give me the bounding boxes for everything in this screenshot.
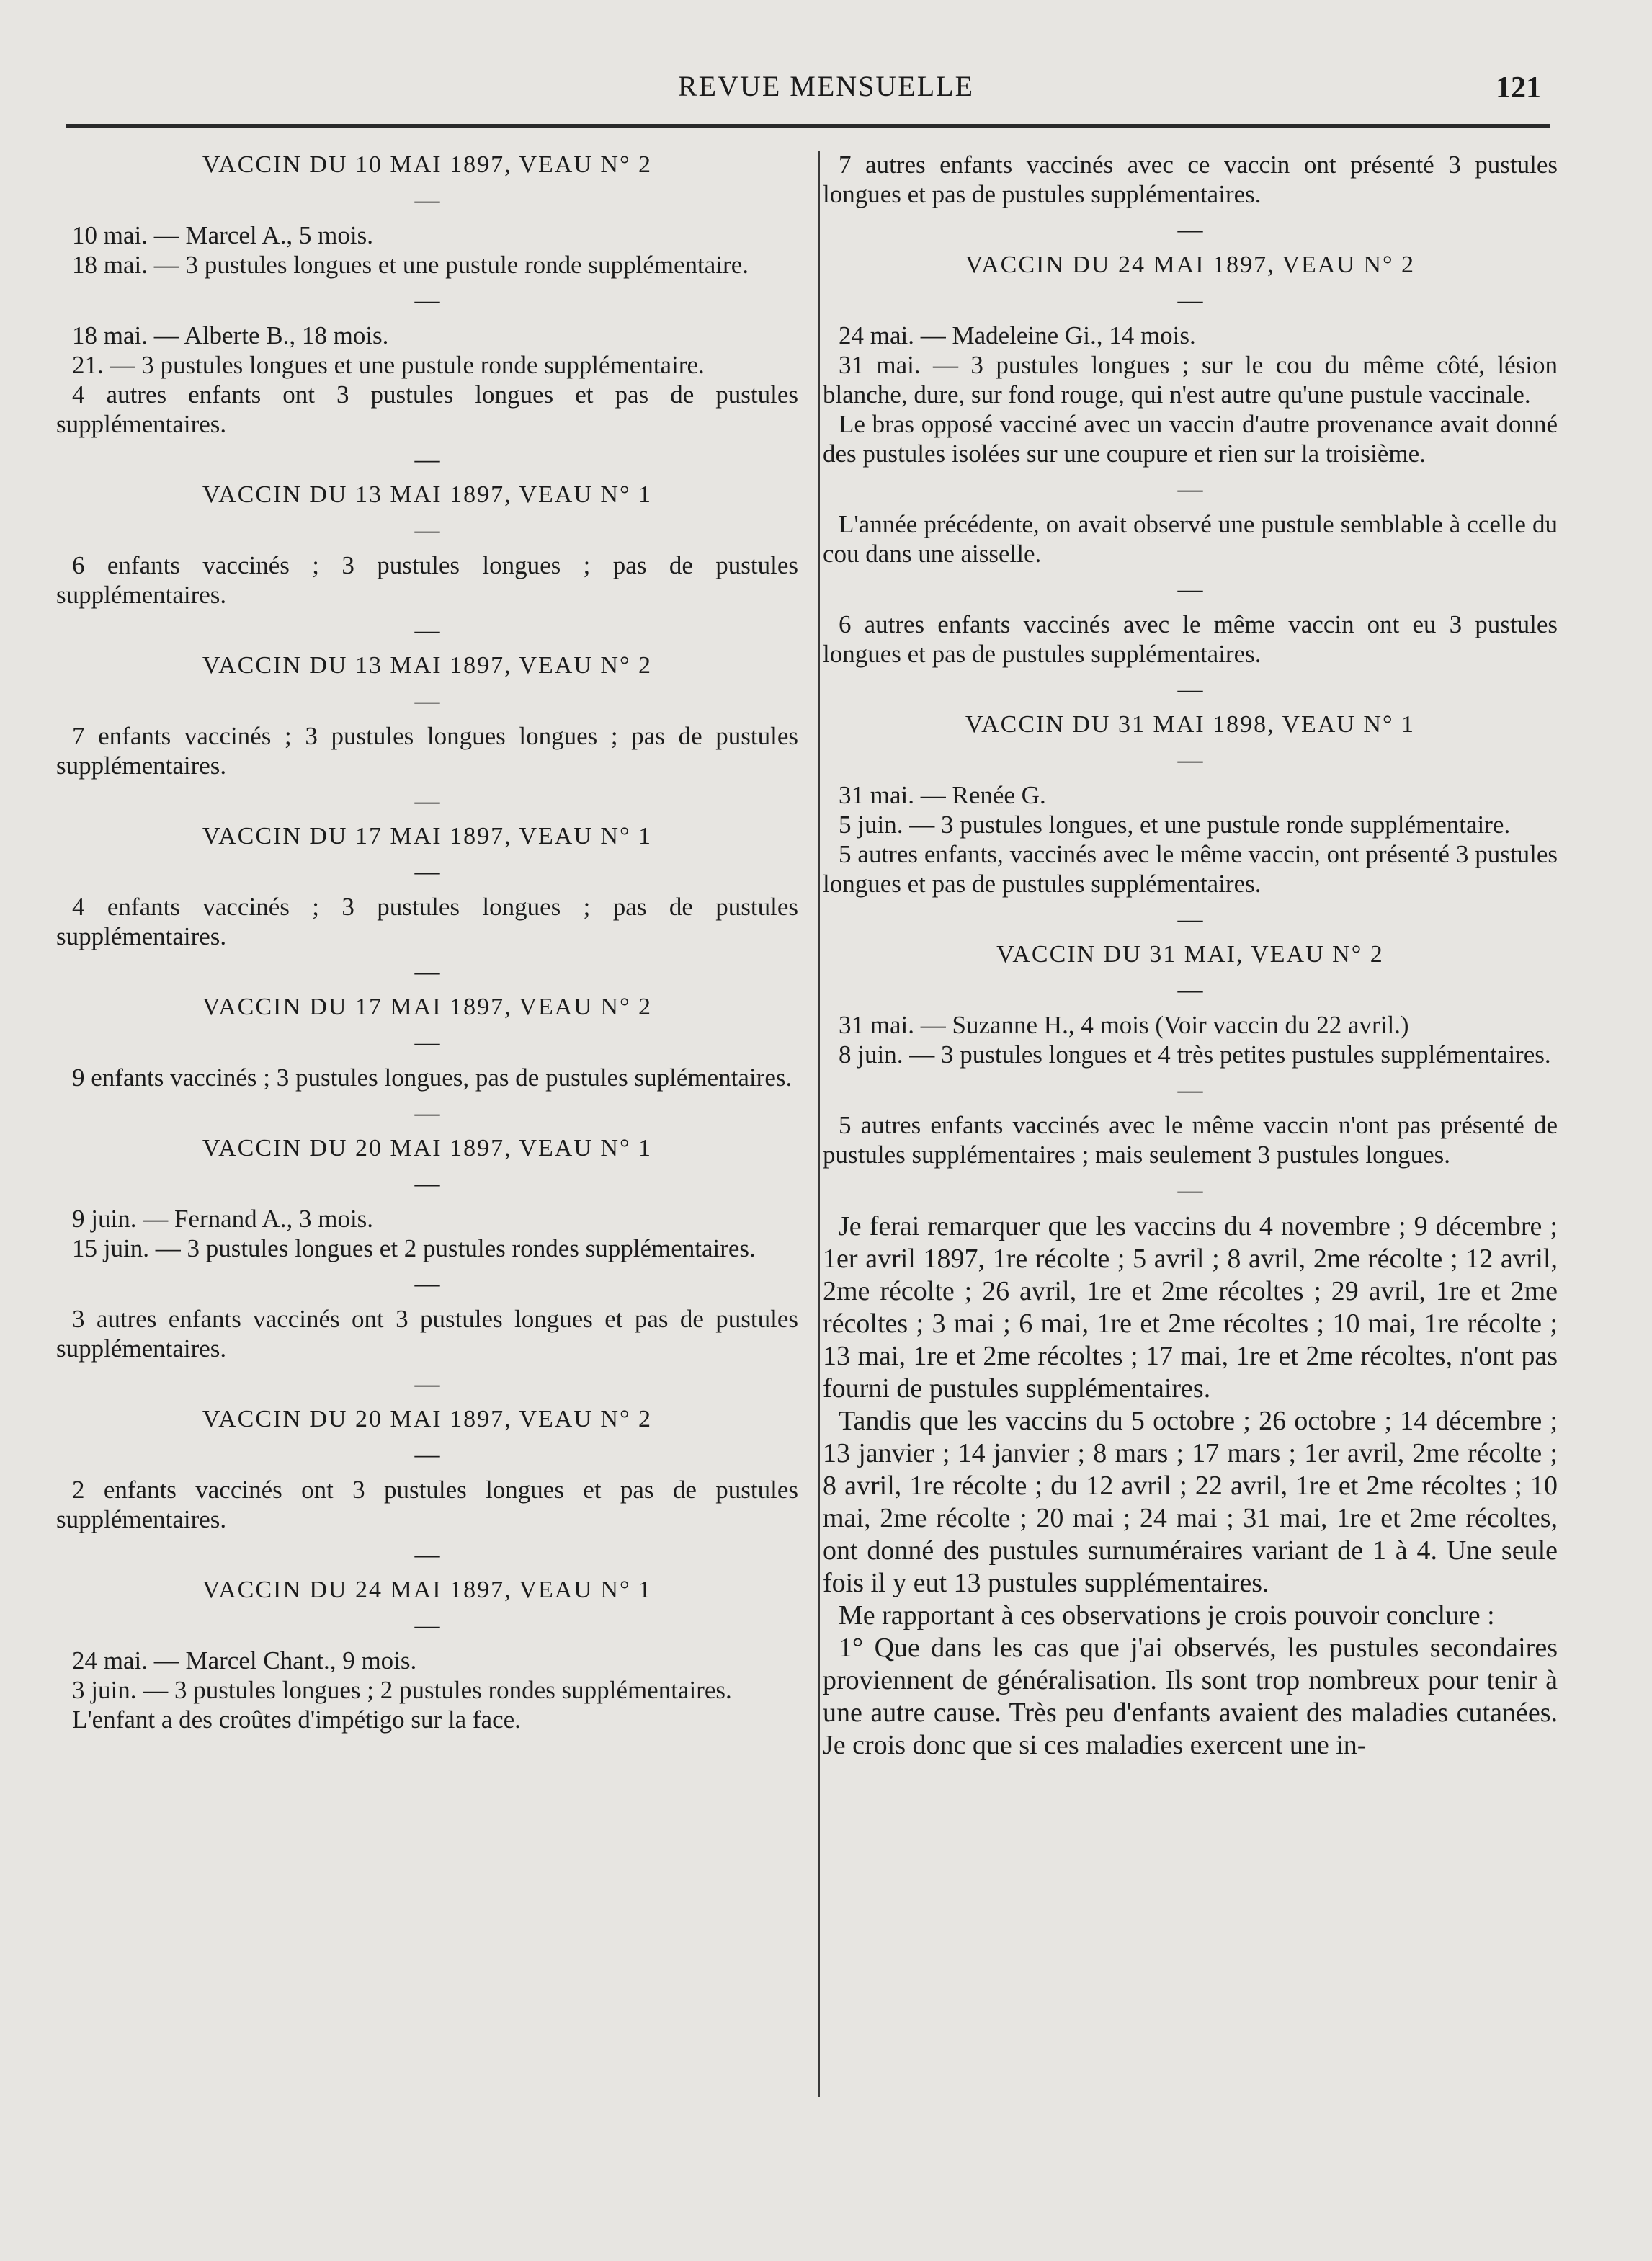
separator-dash: — bbox=[414, 1440, 440, 1468]
left-column bbox=[56, 150, 798, 1734]
separator-dash: — bbox=[414, 1540, 440, 1569]
paragraph: 5 autres enfants, vaccinés avec le même vaccin, ont présenté 3 pustules longues et pas de pustules supplémentaires. bbox=[823, 840, 1558, 898]
separator-dash: — bbox=[414, 1099, 440, 1127]
section-heading: VACCIN DU 24 MAI 1897, VEAU N° 2 bbox=[965, 251, 1416, 278]
paragraph: 18 mai. — 3 pustules longues et une pustule ronde supplémentaire. bbox=[72, 251, 749, 279]
paragraph: 6 autres enfants vaccinés avec le même vaccin ont eu 3 pustules longues et pas de pustules supplémentaires. bbox=[823, 610, 1558, 668]
separator-dash: — bbox=[1177, 1176, 1203, 1204]
right-column bbox=[823, 150, 1558, 1762]
section-heading: VACCIN DU 31 MAI 1898, VEAU N° 1 bbox=[965, 711, 1416, 738]
column-divider bbox=[818, 151, 820, 2097]
separator-dash: — bbox=[1177, 286, 1203, 314]
page-number: 121 bbox=[1496, 71, 1541, 104]
paragraph: 31 mai. — Renée G. bbox=[839, 781, 1046, 809]
paragraph: Je ferai remarquer que les vaccins du 4 novembre ; 9 décembre ; 1er avril 1897, 1re récolte ; 5 avril ; 8 avril, 2me récolte ; 12 avril, 2me récolte ; 26 avril, 1re et 2me récoltes ; 29 avril, 1re et 2me récoltes ; 3 mai ; 6 mai, 1re et 2me récoltes ; 10 mai, 1re récolte ; 13 mai, 1re et 2me récoltes ; 17 mai, 1re et 2me récoltes, n'ont pas fourni de pustules supplémentaires. bbox=[823, 1211, 1558, 1404]
running-header: REVUE MENSUELLE bbox=[677, 70, 975, 102]
paragraph: Tandis que les vaccins du 5 octobre ; 26 octobre ; 14 décembre ; 13 janvier ; 14 janvier ; 8 mars ; 17 mars ; 1er avril, 2me récolte ; 8 avril, 1re récolte ; du 12 avril ; 22 avril, 1re et 2me récoltes ; 10 mai, 2me récolte ; 20 mai ; 24 mai ; 31 mai, 1re et 2me récoltes, ont donné des pustules surnuméraires variant de 1 à 4. Une seule fois il y eut 13 pustules supplémentaires. bbox=[823, 1406, 1558, 1598]
paragraph: 1° Que dans les cas que j'ai observés, les pustules secondaires proviennent de généralisation. Ils sont trop nombreux pour tenir à une autre cause. Très peu d'enfants avaient des maladies cutanées. Je crois donc que si ces maladies exercent une in- bbox=[823, 1633, 1558, 1760]
paragraph: 4 autres enfants ont 3 pustules longues et pas de pustules supplémentaires. bbox=[56, 380, 798, 438]
separator-dash: — bbox=[1177, 746, 1203, 774]
paragraph: 9 juin. — Fernand A., 3 mois. bbox=[72, 1205, 374, 1233]
section-heading: VACCIN DU 24 MAI 1897, VEAU N° 1 bbox=[202, 1577, 653, 1603]
paragraph: 3 autres enfants vaccinés ont 3 pustules longues et pas de pustules supplémentaires. bbox=[56, 1305, 798, 1363]
paragraph: 3 juin. — 3 pustules longues ; 2 pustules rondes supplémentaires. bbox=[72, 1676, 732, 1704]
paragraph: 5 juin. — 3 pustules longues, et une pustule ronde supplémentaire. bbox=[839, 811, 1511, 839]
separator-dash: — bbox=[1177, 905, 1203, 933]
separator-dash: — bbox=[414, 445, 440, 473]
paragraph: L'année précédente, on avait observé une pustule semblable à ccelle du cou dans une aisselle. bbox=[823, 510, 1558, 568]
paragraph: 21. — 3 pustules longues et une pustule ronde supplémentaire. bbox=[72, 351, 705, 379]
separator-dash: — bbox=[414, 958, 440, 986]
section-heading: VACCIN DU 31 MAI, VEAU N° 2 bbox=[996, 941, 1384, 968]
paragraph: 6 enfants vaccinés ; 3 pustules longues ; pas de pustules supplémentaires. bbox=[56, 551, 798, 609]
section-heading: VACCIN DU 20 MAI 1897, VEAU N° 2 bbox=[202, 1406, 653, 1432]
separator-dash: — bbox=[414, 516, 440, 544]
separator-dash: — bbox=[414, 286, 440, 314]
section-heading: VACCIN DU 13 MAI 1897, VEAU N° 2 bbox=[202, 652, 653, 679]
separator-dash: — bbox=[1177, 976, 1203, 1004]
section-heading: VACCIN DU 10 MAI 1897, VEAU N° 2 bbox=[202, 151, 653, 178]
section-heading: VACCIN DU 13 MAI 1897, VEAU N° 1 bbox=[202, 481, 653, 508]
header-rule bbox=[66, 124, 1550, 128]
separator-dash: — bbox=[414, 687, 440, 715]
paragraph: 24 mai. — Madeleine Gi., 14 mois. bbox=[839, 321, 1196, 349]
separator-dash: — bbox=[414, 616, 440, 644]
paragraph: Me rapportant à ces observations je crois pouvoir conclure : bbox=[839, 1600, 1495, 1631]
paragraph: 31 mai. — Suzanne H., 4 mois (Voir vaccin du 22 avril.) bbox=[839, 1011, 1409, 1039]
section-heading: VACCIN DU 17 MAI 1897, VEAU N° 1 bbox=[202, 823, 653, 849]
separator-dash: — bbox=[414, 1169, 440, 1198]
paragraph: 8 juin. — 3 pustules longues et 4 très petites pustules supplémentaires. bbox=[839, 1040, 1551, 1069]
paragraph: 9 enfants vaccinés ; 3 pustules longues, pas de pustules suplémentaires. bbox=[72, 1063, 792, 1092]
separator-dash: — bbox=[414, 1370, 440, 1398]
separator-dash: — bbox=[1177, 675, 1203, 703]
paragraph: 7 autres enfants vaccinés avec ce vaccin ont présenté 3 pustules longues et pas de pustules supplémentaires. bbox=[823, 151, 1558, 208]
separator-dash: — bbox=[414, 1270, 440, 1298]
separator-dash: — bbox=[414, 857, 440, 886]
separator-dash: — bbox=[414, 186, 440, 214]
separator-dash: — bbox=[414, 1028, 440, 1056]
separator-dash: — bbox=[414, 1611, 440, 1639]
paragraph: 7 enfants vaccinés ; 3 pustules longues longues ; pas de pustules supplémentaires. bbox=[56, 722, 798, 780]
paragraph: Le bras opposé vacciné avec un vaccin d'autre provenance avait donné des pustules isolées sur une coupure et rien sur la troisième. bbox=[823, 410, 1558, 468]
paragraph: L'enfant a des croûtes d'impétigo sur la face. bbox=[72, 1705, 521, 1734]
separator-dash: — bbox=[414, 787, 440, 815]
paragraph: 5 autres enfants vaccinés avec le même vaccin n'ont pas présenté de pustules supplémentaires ; mais seulement 3 pustules longues. bbox=[823, 1111, 1558, 1169]
separator-dash: — bbox=[1177, 215, 1203, 244]
paragraph: 18 mai. — Alberte B., 18 mois. bbox=[72, 321, 389, 349]
section-heading: VACCIN DU 20 MAI 1897, VEAU N° 1 bbox=[202, 1135, 653, 1161]
separator-dash: — bbox=[1177, 1076, 1203, 1104]
section-heading: VACCIN DU 17 MAI 1897, VEAU N° 2 bbox=[202, 994, 653, 1020]
paragraph: 15 juin. — 3 pustules longues et 2 pustules rondes supplémentaires. bbox=[72, 1234, 756, 1262]
paragraph: 2 enfants vaccinés ont 3 pustules longues et pas de pustules supplémentaires. bbox=[56, 1476, 798, 1533]
separator-dash: — bbox=[1177, 475, 1203, 503]
paragraph: 10 mai. — Marcel A., 5 mois. bbox=[72, 221, 374, 249]
paragraph: 24 mai. — Marcel Chant., 9 mois. bbox=[72, 1646, 417, 1674]
paragraph: 31 mai. — 3 pustules longues ; sur le cou du même côté, lésion blanche, dure, sur fond rouge, qui n'est autre qu'une pustule vaccinale. bbox=[823, 351, 1558, 409]
separator-dash: — bbox=[1177, 575, 1203, 603]
paragraph: 4 enfants vaccinés ; 3 pustules longues ; pas de pustules supplémentaires. bbox=[56, 893, 798, 950]
